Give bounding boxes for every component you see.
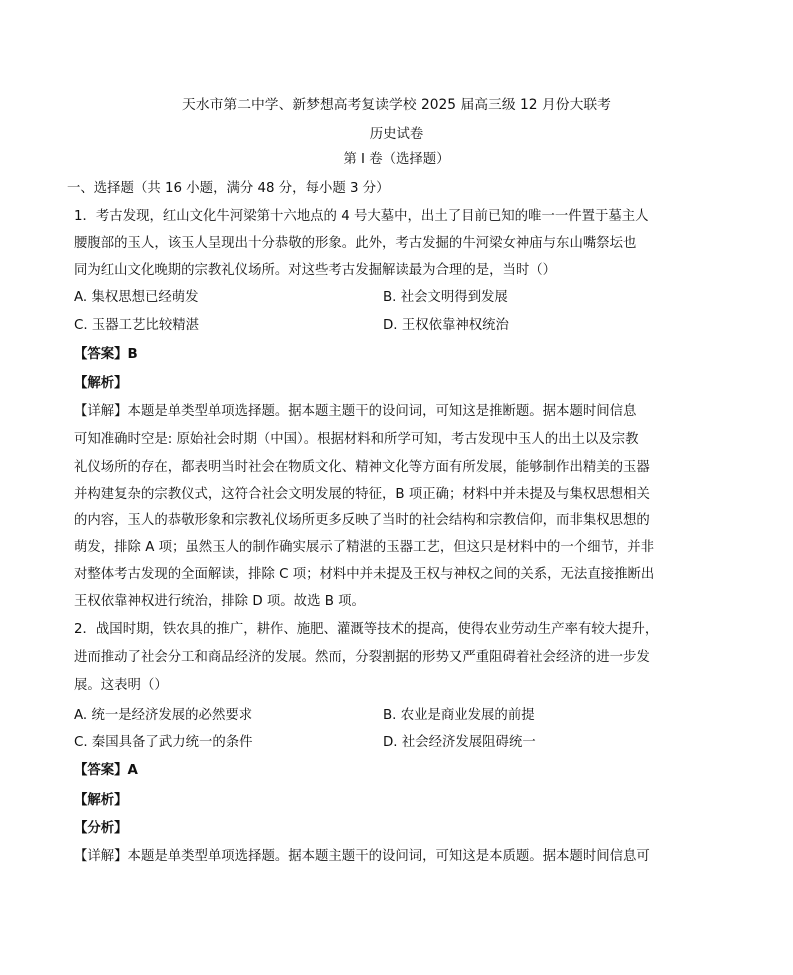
q1-detail-line: 并构建复杂的宗教仪式，这符合社会文明发展的特征，B 项正确；材料中并未提及与集权思想相关 (74, 487, 650, 502)
q1-detail-line: 萌发，排除 A 项；虽然玉人的制作确实展示了精湛的玉器工艺，但这只是材料中的一个细节，并非 (74, 540, 655, 555)
q1-answer: 【答案】B (74, 347, 138, 362)
q1-detail-line: 可知准确时空是: 原始社会时期（中国）。根据材料和所学可知，考古发现中玉人的出土以及宗教 (74, 432, 639, 447)
q1-detail-line: 的内容，玉人的恭敬形象和宗教礼仪场所更多反映了当时的社会结构和宗教信仰，而非集权思想的 (74, 513, 650, 528)
q1-stem-line: 1．考古发现，红山文化牛河梁第十六地点的 4 号大墓中，出土了目前已知的唯一一件置于墓主人 (74, 209, 649, 224)
q2-option-c: C. 秦国具备了武力统一的条件 (74, 735, 253, 750)
q2-stem-line: 2．战国时期，铁农具的推广，耕作、施肥、灌溉等技术的提高，使得农业劳动生产率有较大提升， (74, 622, 659, 637)
q1-detail-line: 王权依靠神权进行统治，排除 D 项。故选 B 项。 (74, 594, 365, 609)
q2-detail-line: 【详解】本题是单类型单项选择题。据本题主题干的设问词，可知这是本质题。据本题时间信息可 (74, 849, 650, 864)
q1-stem-line: 腰腹部的玉人，该玉人呈现出十分恭敬的形象。此外，考古发掘的牛河梁女神庙与东山嘴祭坛也 (74, 236, 637, 251)
q1-stem-line: 同为红山文化晚期的宗教礼仪场所。对这些考古发掘解读最为合理的是，当时（） (74, 263, 557, 278)
q1-detail-line: 对整体考古发现的全面解读，排除 C 项；材料中并未提及王权与神权之间的关系，无法直接推断出 (74, 567, 655, 582)
q1-detail-line: 【详解】本题是单类型单项选择题。据本题主题干的设问词，可知这是推断题。据本题时间信息 (74, 404, 637, 419)
q2-analysis-label: 【解析】 (74, 793, 128, 808)
q1-option-d: D. 王权依靠神权统治 (383, 318, 509, 333)
q2-fenxi-label: 【分析】 (74, 821, 128, 836)
q2-answer: 【答案】A (74, 763, 138, 778)
q2-option-a: A. 统一是经济发展的必然要求 (74, 708, 253, 723)
q1-analysis-label: 【解析】 (74, 376, 128, 391)
q1-detail-line: 礼仪场所的存在，都表明当时社会在物质文化、精神文化等方面有所发展，能够制作出精美的玉器 (74, 460, 650, 475)
q1-option-b: B. 社会文明得到发展 (383, 290, 508, 305)
exam-volume: 第 I 卷（选择题） (343, 152, 450, 167)
q2-option-d: D. 社会经济发展阻碍统一 (383, 735, 536, 750)
q1-option-a: A. 集权思想已经萌发 (74, 290, 199, 305)
exam-title: 天水市第二中学、新梦想高考复读学校 2025 届高三级 12 月份大联考 (182, 97, 611, 113)
exam-subject: 历史试卷 (369, 127, 424, 142)
q1-option-c: C. 玉器工艺比较精湛 (74, 318, 199, 333)
q2-option-b: B. 农业是商业发展的前提 (383, 708, 535, 723)
q2-stem-line: 进而推动了社会分工和商品经济的发展。然而，分裂割据的形势又严重阻碍着社会经济的进一步发 (74, 650, 650, 665)
section-heading: 一、选择题（共 16 小题，满分 48 分，每小题 3 分） (67, 181, 390, 196)
q2-stem-line: 展。这表明（） (74, 678, 168, 693)
